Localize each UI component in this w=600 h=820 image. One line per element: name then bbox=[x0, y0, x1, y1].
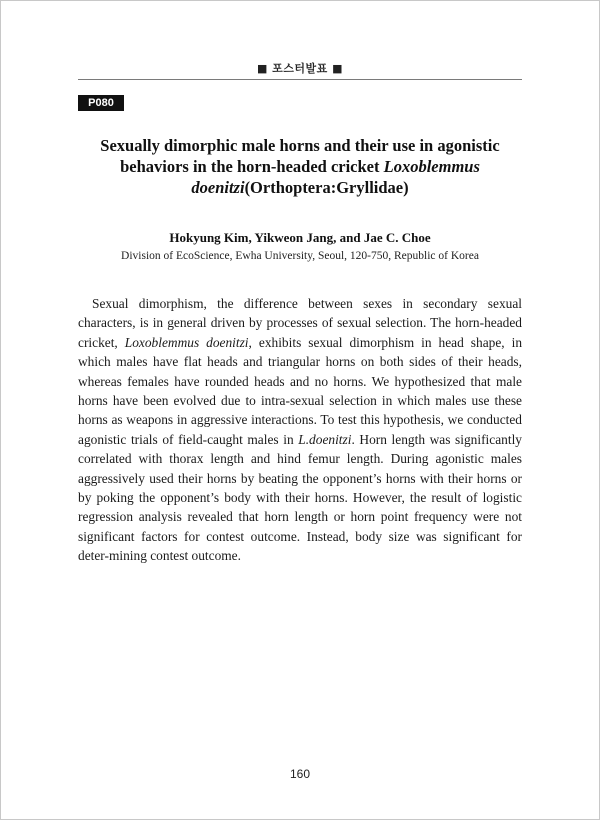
page-number: 160 bbox=[289, 767, 311, 781]
title-order: (Orthoptera:Gryllidae) bbox=[244, 178, 409, 197]
title-species: Loxoblemmus doenitzi bbox=[191, 157, 480, 197]
author-list: Hokyung Kim, Yikweon Jang, and Jae C. Choe bbox=[169, 230, 431, 245]
abstract-species-1: Loxoblemmus doenitzi bbox=[124, 334, 249, 350]
abstract-species-2: L.doenitzi bbox=[298, 431, 352, 447]
title-text: Sexually dimorphic male horns and their use in agonistic behaviors in the horn-headed cricket bbox=[100, 136, 500, 176]
section-header: ■ 포스터발표 ■ bbox=[256, 62, 344, 75]
paper-title bbox=[78, 135, 522, 198]
abstract-text-2: , exhibits sexual dimorphism in head shape, in which males have flat heads and triangular horns on both sides of their heads, whereas females have rounded heads and no horns. We hypothesized that male horns have been evolved due to intra-sexual selection in which males use these horns as weapons in aggressive interactions. To test this hypothesis, we conducted agonistic trials of field-caught males in bbox=[78, 334, 523, 447]
abstract-text-1: Sexual dimorphism, the difference between sexes in secondary sexual characters, is in general driven by processes of sexual selection. The horn-headed cricket, bbox=[78, 296, 522, 350]
poster-id-badge: P080 bbox=[78, 95, 124, 111]
abstract-text-3: . Horn length was significantly correlated with thorax length and hind femur length. During agonistic males aggressively used their horns by beating the opponent’s horns with their horns or by poking the opponent’s body with their horns. However, the result of logistic regression analysis revealed that horn length or horn point frequency were not significant factors for contest outcome. Instead, body size was significant for deter-mining contest outcome. bbox=[78, 431, 522, 564]
affiliation: Division of EcoScience, Ewha University, Seoul, 120-750, Republic of Korea bbox=[121, 250, 479, 262]
header-divider bbox=[78, 79, 522, 80]
abstract-body bbox=[78, 294, 522, 566]
